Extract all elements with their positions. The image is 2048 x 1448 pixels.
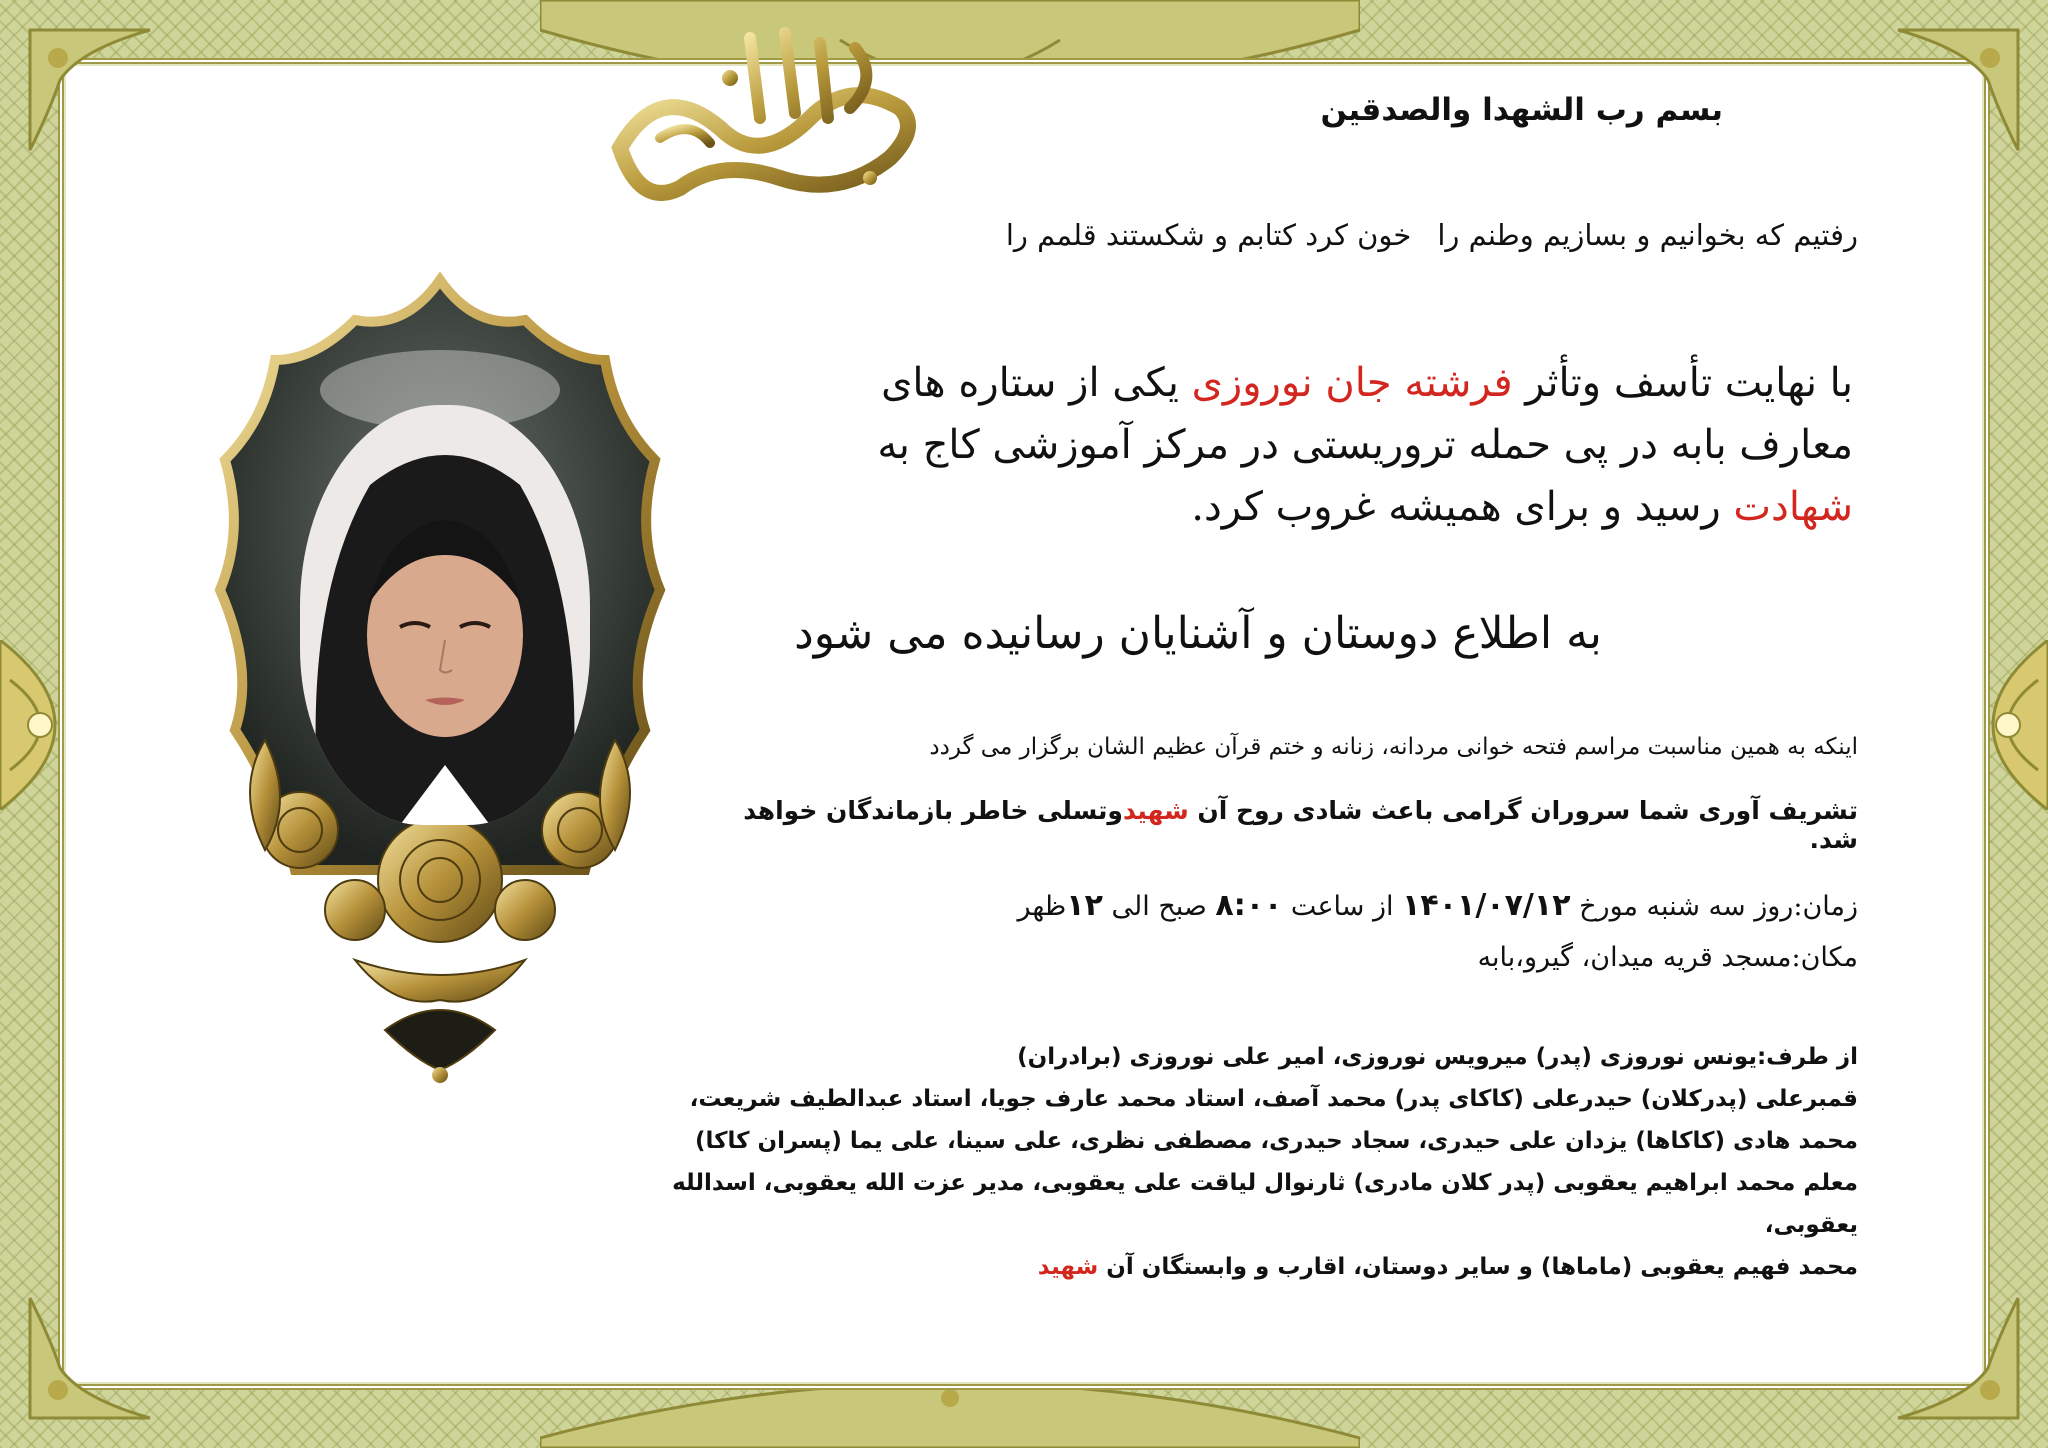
mourners-line: از طرف:یونس نوروزی (پدر) میرویس نوروزی، امیر علی نوروزی (برادران)	[1017, 1044, 1858, 1070]
inform-heading: به اطلاع دوستان و آشنایان رسانیده می شود	[794, 608, 1602, 659]
poem-part-1: رفتیم که بخوانیم و بسازیم وطنم را	[1437, 218, 1858, 252]
time-end: ۱۲	[1066, 888, 1103, 923]
place-label: مکان:	[1791, 942, 1858, 973]
attendance-text	[738, 796, 1858, 854]
mourners-list	[628, 1036, 1858, 1288]
martyrdom-word: شهادت	[1733, 484, 1853, 530]
left-side-ornament	[0, 640, 110, 810]
portrait-frame	[205, 270, 675, 1090]
announcement-intro: با نهایت تأسف وتأثر	[1512, 360, 1853, 406]
corner-ornament-icon	[1888, 20, 2028, 160]
time-date: ۱۴۰۱/۰۷/۱۲	[1402, 888, 1571, 923]
time-label: زمان:	[1793, 891, 1858, 922]
calligraphy-logo	[600, 18, 940, 218]
martyr-name: فرشته جان نوروزی	[1191, 360, 1513, 406]
corner-ornament-icon	[20, 1288, 160, 1428]
time-to-label: صبح الی	[1102, 891, 1216, 922]
ceremony-text: اینکه به همین مناسبت مراسم فتحه خوانی مردانه، زنانه و ختم قرآن عظیم الشان برگزار می گردد	[929, 734, 1858, 760]
mourners-line: معلم محمد ابراهیم یعقوبی (پدر کلان مادری) ثارنوال لیاقت علی یعقوبی، مدیر عزت الله یعقوبی، اسدالله یعقوبی،	[672, 1170, 1858, 1238]
ceremony-time	[738, 888, 1858, 923]
right-side-ornament	[1938, 640, 2048, 810]
mourners-martyr-word: شهید	[1037, 1254, 1099, 1280]
time-from-label: از ساعت	[1282, 891, 1403, 922]
time-start: ۸:۰۰	[1215, 888, 1283, 923]
mourners-line-text: محمد فهیم یعقوبی (ماماها) و سایر دوستان، اقارب و وابستگان آن	[1098, 1254, 1858, 1280]
portrait-photo	[300, 405, 590, 825]
mourners-line	[628, 1246, 1858, 1288]
mourners-line: قمبرعلی (پدرکلان) حیدرعلی (کاکای پدر) محمد آصف، استاد محمد عارف جویا، استاد عبدالطیف شریعت،	[689, 1086, 1858, 1112]
attendance-martyr-word: شهید	[1122, 796, 1189, 825]
corner-ornament-icon	[20, 20, 160, 160]
ceremony-place	[738, 942, 1858, 973]
announcement-paragraph	[763, 352, 1853, 538]
place-value: مسجد قریه میدان، گیرو،بابه	[1477, 942, 1792, 973]
announcement-body: یکی از ستاره های معارف بابه در پی حمله تروریستی در مرکز آموزشی کاج به	[877, 360, 1853, 468]
poem-part-2: خون کرد کتابم و شکستند قلمم را	[1005, 218, 1412, 252]
poem-verse	[758, 218, 1858, 252]
attendance-pre: تشریف آوری شما سروران گرامی باعث شادی روح آن	[1188, 796, 1858, 825]
bismillah-heading: بسم رب الشهدا والصدقین	[1320, 92, 1723, 128]
corner-ornament-icon	[1888, 1288, 2028, 1428]
attendance-post: وتسلی خاطر بازماندگان خواهد شد.	[743, 796, 1858, 854]
mourners-line: محمد هادی (کاکاها) یزدان علی حیدری، سجاد حیدری، مصطفی نظری، علی سینا، علی یما (پسران کاکا)	[694, 1128, 1858, 1154]
announcement-end: رسید و برای همیشه غروب کرد.	[1191, 484, 1734, 530]
time-day: روز سه شنبه مورخ	[1570, 891, 1794, 922]
time-suffix: ظهر	[1017, 891, 1067, 922]
